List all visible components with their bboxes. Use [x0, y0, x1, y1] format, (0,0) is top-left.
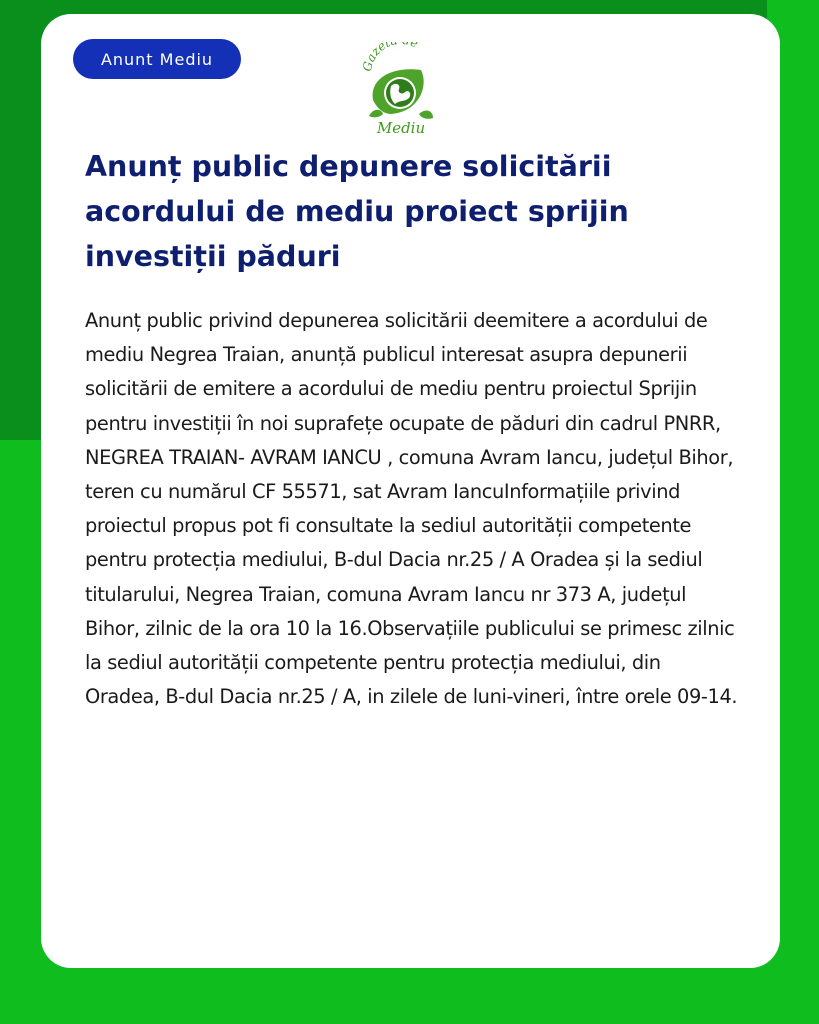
page-title: Anunț public depunere solicitării acordului de mediu proiect sprijin investiții păduri	[85, 150, 629, 273]
globe-leaf-logo-icon	[359, 42, 443, 136]
logo-top-text: Gazet e	[359, 42, 421, 73]
logo-bottom-text: Mediu	[376, 119, 426, 136]
category-badge-label: Anunt Mediu	[100, 49, 214, 69]
gazeta-de-mediu-logo	[359, 42, 443, 136]
announcement-body: Anunț public privind depunerea solicitării deemitere a acordului de mediu Negrea Traian, anunță publicul interesat asupra depunerii solicitării de emitere a acordului de mediu pentru proiectul Sprijin pentru investiții în noi suprafețe ocupate de păduri din cadrul PNRR, NEGREA TRAIAN- AVRAM IANCU , comuna Avram Iancu, județul Bihor, teren cu numărul CF 55571, sat Avram IancuInformațiile privind proiectul propus pot fi consultate la sediul autorității competente pentru protecția mediului, B-dul Dacia nr.25 / A Oradea și la sediul titularului, Negrea Traian, comuna Avram Iancu nr 373 A, județul Bihor, zilnic de la ora 10 la 16.Observațiile publicului se primesc zilnic la sediul autorității competente pentru protecția mediului, din Oradea, B-dul Dacia nr.25 / A, in zilele de luni-vineri, între orele 09-14.	[85, 309, 738, 709]
svg-text:Gazeta de	[360, 42, 420, 73]
announcement-card	[41, 14, 780, 968]
category-badge[interactable]	[73, 39, 241, 79]
